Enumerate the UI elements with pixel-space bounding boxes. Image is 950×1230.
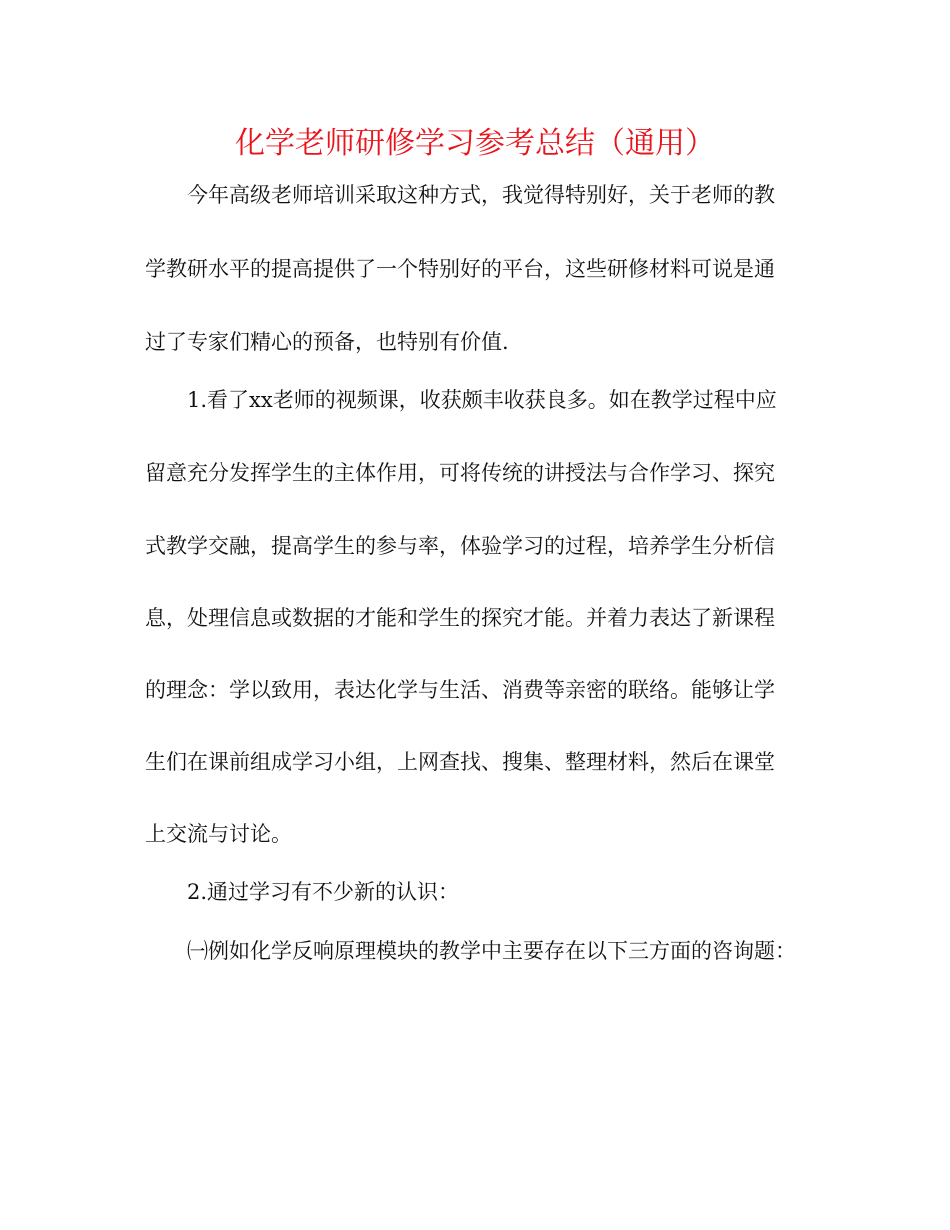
paragraph-line: 留意充分发挥学生的主体作用，可将传统的讲授法与合作学习、探究 [145,461,775,485]
paragraph-line: 式教学交融，提高学生的参与率，体验学习的过程，培养学生分析信 [145,534,775,558]
paragraph-line: 学教研水平的提高提供了一个特别好的平台，这些研修材料可说是通 [145,257,775,281]
paragraph-line: 的理念：学以致用，表达化学与生活、消费等亲密的联络。能够让学 [145,678,775,702]
document-title: 化学老师研修学习参考总结（通用） [235,126,715,161]
paragraph-line: 今年高级老师培训采取这种方式，我觉得特别好，关于老师的教 [187,183,775,207]
paragraph-line: 2.通过学习有不少新的认识： [187,880,460,904]
paragraph-line: 1.看了xx老师的视频课，收获颇丰收获良多。如在教学过程中应 [187,388,777,412]
paragraph-line: 息，处理信息或数据的才能和学生的探究才能。并着力表达了新课程 [145,606,775,630]
paragraph-line: 过了专家们精心的预备，也特别有价值. [145,330,509,354]
paragraph-line: ㈠例如化学反响原理模块的教学中主要存在以下三方面的咨询题： [187,939,796,963]
paragraph-line: 生们在课前组成学习小组，上网查找、搜集、整理材料，然后在课堂 [145,750,775,774]
paragraph-line: 上交流与讨论。 [145,822,292,846]
